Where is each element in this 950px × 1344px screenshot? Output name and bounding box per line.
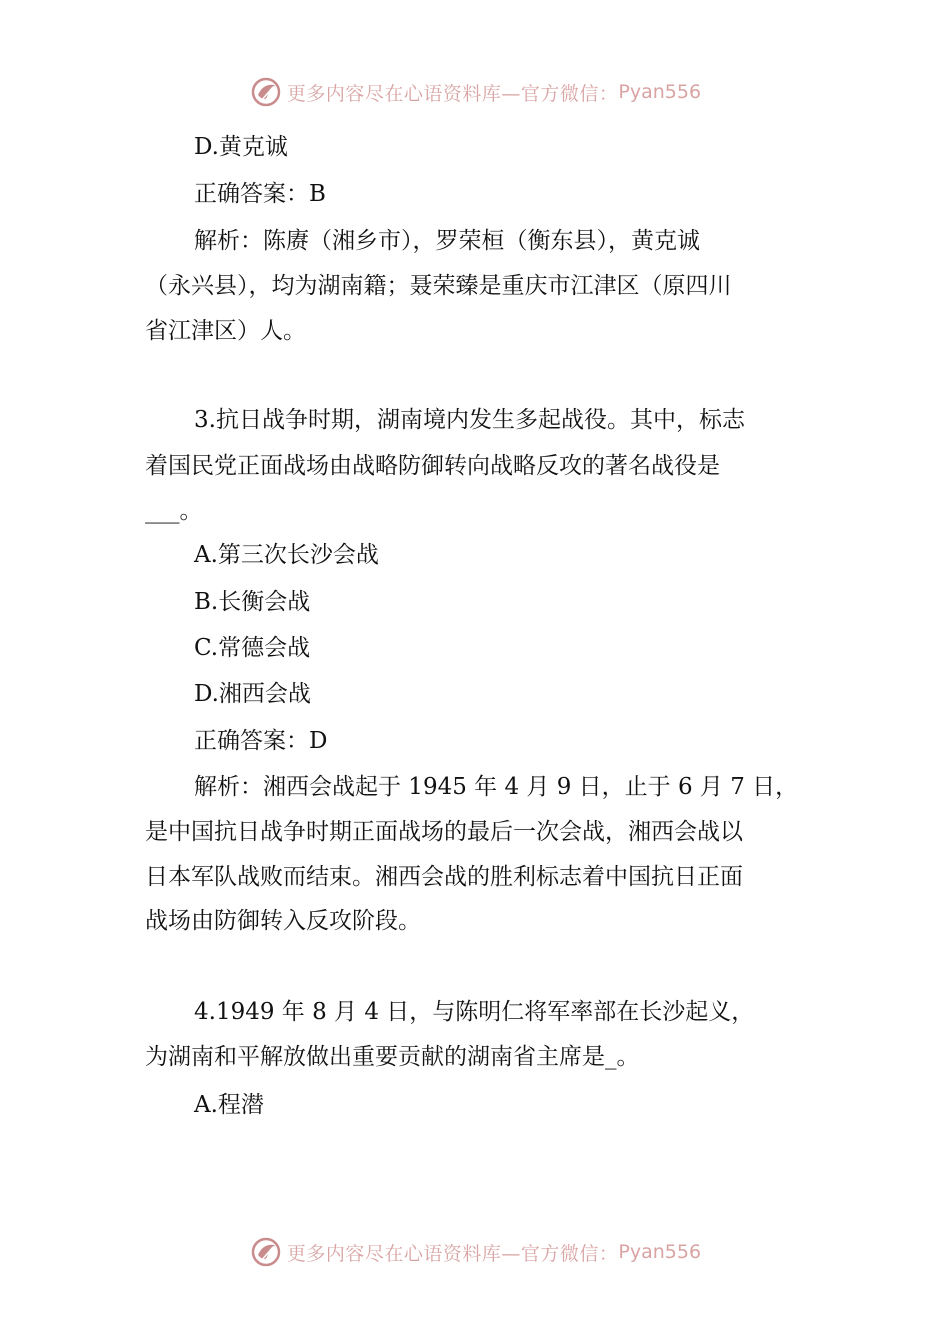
q2-answer: 正确答案：B: [194, 181, 326, 207]
q2-option-d: D.黄克诚: [194, 134, 288, 160]
q2-analysis-line-3: 省江津区）人。: [145, 318, 306, 344]
header-watermark-banner: [0, 72, 950, 112]
banner-text: 更多内容尽在心语资料库—官方微信：: [286, 82, 619, 105]
banner-text: 更多内容尽在心语资料库—官方微信：: [286, 1242, 619, 1265]
q3-option-c: C.常德会战: [194, 635, 311, 661]
footer-watermark-banner: [0, 1232, 950, 1272]
q3-analysis-line-3: 日本军队战败而结束。湘西会战的胜利标志着中国抗日正面: [145, 864, 743, 890]
q3-analysis-line-4: 战场由防御转入反攻阶段。: [145, 908, 421, 934]
brand-logo-icon: [249, 1235, 283, 1269]
q2-analysis-line-2: （永兴县），均为湖南籍；聂荣臻是重庆市江津区（原四川: [145, 273, 732, 299]
q3-question-line-2: 着国民党正面战场由战略防御转向战略反攻的著名战役是: [145, 453, 720, 479]
q4-question-line-2: 为湖南和平解放做出重要贡献的湖南省主席是_。: [145, 1044, 640, 1070]
q3-option-a: A.第三次长沙会战: [194, 542, 379, 568]
banner-wechat-id: Pyan556: [618, 1241, 702, 1263]
q3-answer: 正确答案：D: [194, 728, 328, 754]
q3-option-d: D.湘西会战: [194, 681, 311, 707]
q3-question-line-3: ___。: [145, 498, 203, 524]
q3-analysis-line-1: 解析：湘西会战起于 1945 年 4 月 9 日，止于 6 月 7 日，: [194, 774, 799, 800]
q3-option-b: B.长衡会战: [194, 589, 311, 615]
q4-option-a: A.程潜: [194, 1092, 264, 1118]
brand-logo-icon: [249, 75, 283, 109]
q4-question-line-1: 4.1949 年 8 月 4 日，与陈明仁将军率部在长沙起义，: [194, 999, 755, 1025]
q2-analysis-line-1: 解析：陈赓（湘乡市），罗荣桓（衡东县），黄克诚: [194, 228, 700, 254]
q3-analysis-line-2: 是中国抗日战争时期正面战场的最后一次会战，湘西会战以: [145, 819, 743, 845]
banner-wechat-id: Pyan556: [618, 81, 702, 103]
q3-question-line-1: 3.抗日战争时期，湖南境内发生多起战役。其中，标志: [194, 407, 745, 433]
